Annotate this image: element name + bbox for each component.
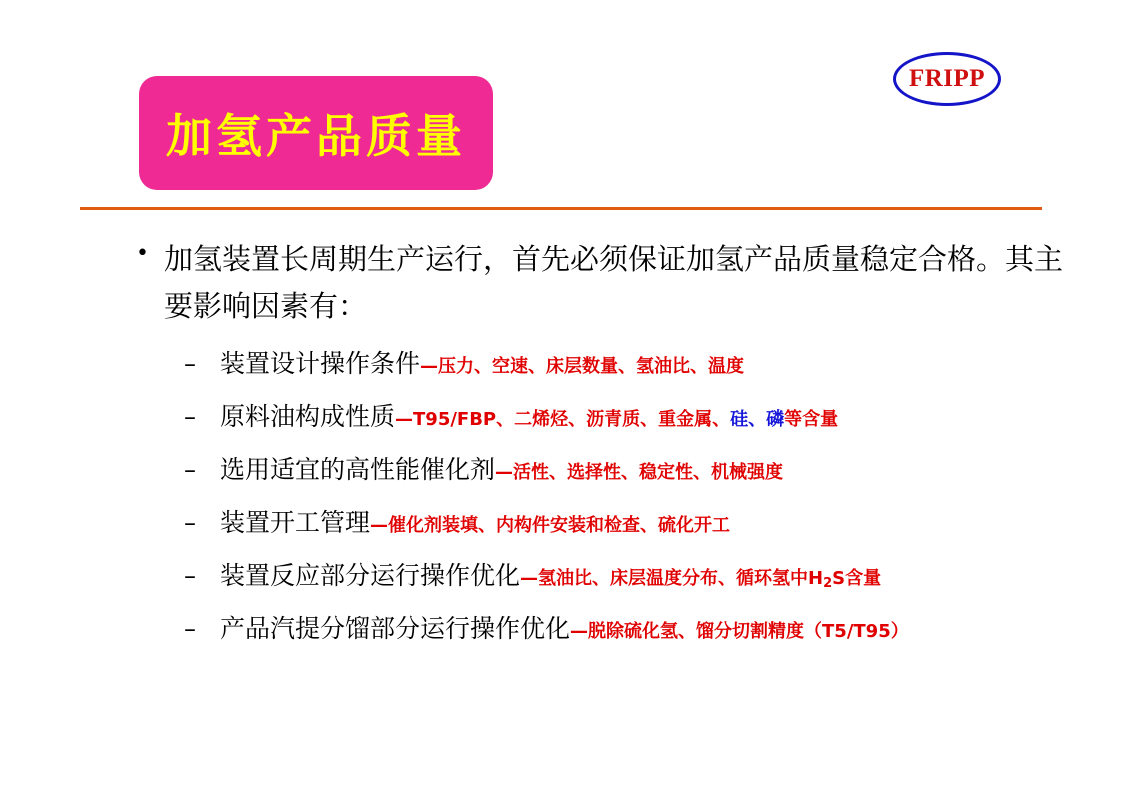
sub-list bbox=[136, 344, 1066, 645]
list-item-label: 装置设计操作条件 bbox=[220, 348, 421, 378]
dash-glyph: – bbox=[184, 561, 196, 590]
lead-text: 加氢装置长周期生产运行，首先必须保证加氢产品质量稳定合格。其主要影响因素有： bbox=[164, 242, 1064, 323]
list-item-label: 装置开工管理 bbox=[220, 507, 371, 537]
detail-highlight: 硅、磷 bbox=[730, 408, 785, 430]
list-item bbox=[136, 609, 1066, 645]
dash-glyph: – bbox=[184, 455, 196, 484]
dash-glyph: – bbox=[184, 508, 196, 537]
list-item-detail bbox=[495, 458, 783, 484]
dash-glyph: – bbox=[184, 614, 196, 643]
list-item bbox=[136, 397, 1066, 433]
list-item-detail bbox=[370, 511, 730, 537]
detail-prefix: —压力、空速、床层数量、氢油比、温度 bbox=[420, 355, 745, 377]
dash-glyph: – bbox=[184, 349, 196, 378]
detail-subscript: 2 bbox=[823, 575, 833, 591]
slide-content bbox=[136, 236, 1066, 662]
lead-paragraph bbox=[136, 236, 1066, 330]
list-item bbox=[136, 503, 1066, 539]
list-item bbox=[136, 450, 1066, 486]
list-item bbox=[136, 556, 1066, 592]
list-item bbox=[136, 344, 1066, 380]
list-item-detail bbox=[395, 405, 838, 431]
bullet-glyph: • bbox=[136, 241, 149, 266]
list-item-detail bbox=[570, 617, 909, 643]
detail-prefix: —活性、选择性、稳定性、机械强度 bbox=[495, 461, 784, 483]
fripp-logo bbox=[893, 52, 1001, 106]
header-divider bbox=[80, 207, 1042, 210]
logo-text: FRIPP bbox=[908, 65, 986, 92]
list-item-detail bbox=[520, 564, 881, 590]
detail-prefix: —氢油比、床层温度分布、循环氢中H bbox=[520, 567, 824, 589]
detail-suffix: 等含量 bbox=[784, 408, 839, 430]
dash-glyph: – bbox=[184, 402, 196, 431]
detail-prefix: —催化剂装填、内构件安装和检查、硫化开工 bbox=[370, 514, 731, 536]
list-item-label: 产品汽提分馏部分运行操作优化 bbox=[220, 613, 571, 643]
detail-suffix: S含量 bbox=[832, 567, 882, 589]
list-item-detail bbox=[420, 352, 744, 378]
list-item-label: 选用适宜的高性能催化剂 bbox=[220, 454, 496, 484]
page-title: 加氢产品质量 bbox=[166, 109, 466, 163]
detail-prefix: —T95/FBP、二烯烃、沥青质、重金属、 bbox=[395, 408, 731, 430]
list-item-label: 装置反应部分运行操作优化 bbox=[220, 560, 521, 590]
list-item-label: 原料油构成性质 bbox=[220, 401, 396, 431]
detail-prefix: —脱除硫化氢、馏分切割精度（T5/T95） bbox=[570, 620, 909, 642]
title-banner bbox=[139, 76, 493, 190]
